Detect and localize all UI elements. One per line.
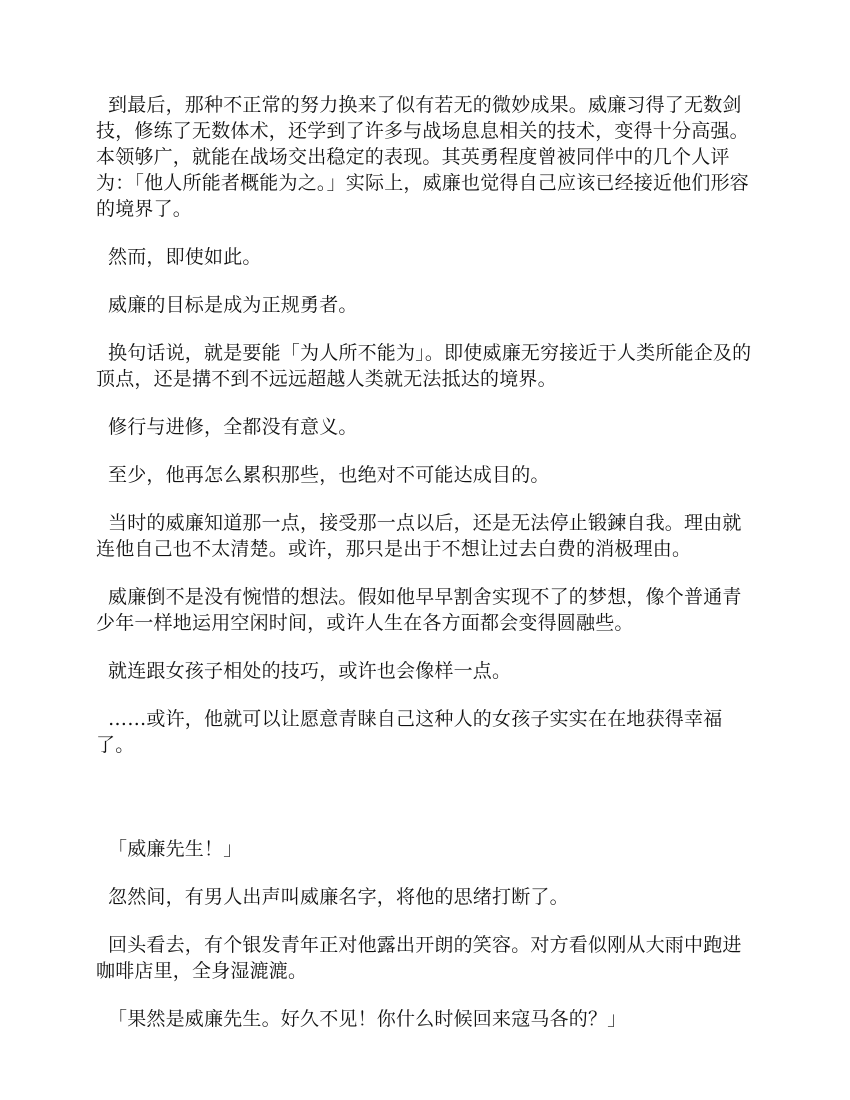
paragraph: 当时的威廉知道那一点，接受那一点以后，还是无法停止锻鍊自我。理由就连他自己也不太清楚。或许，那只是出于不想让过去白费的消极理由。 (96, 512, 742, 560)
paragraph: 回头看去，有个银发青年正对他露出开朗的笑容。对方看似刚从大雨中跑进咖啡店里，全身湿漉漉。 (96, 934, 742, 982)
dialogue-paragraph: 「威廉先生！」 (108, 838, 243, 860)
paragraph: 威廉倒不是没有惋惜的想法。假如他早早割舍实现不了的梦想，像个普通青少年一样地运用空闲时间，或许人生在各方面都会变得圆融些。 (96, 586, 742, 634)
paragraph: 修行与进修，全都没有意义。 (108, 416, 358, 438)
paragraph: 就连跟女孩子相处的技巧，或许也会像样一点。 (108, 660, 512, 682)
paragraph: 到最后，那种不正常的努力换来了似有若无的微妙成果。威廉习得了无数剑技，修练了无数体术，还学到了许多与战场息息相关的技术，变得十分高强。本领够广，就能在战场交出稳定的表现。其英勇程度曾被同伴中的几个人评为：「他人所能者概能为之。」实际上，威廉也觉得自己应该已经接近他们形容的境界了。 (96, 94, 750, 220)
dialogue-paragraph: 「果然是威廉先生。好久不见！你什么时候回来寇马各的？」 (108, 1008, 627, 1030)
paragraph: 然而，即使如此。 (108, 246, 262, 268)
paragraph: ……或许，他就可以让愿意青睐自己这种人的女孩子实实在在地获得幸福了。 (96, 708, 723, 756)
paragraph: 换句话说，就是要能「为人所不能为」。即使威廉无穷接近于人类所能企及的顶点，还是搆不到不远远超越人类就无法抵达的境界。 (96, 342, 752, 390)
paragraph: 威廉的目标是成为正规勇者。 (108, 294, 358, 316)
scene-break (96, 780, 756, 836)
document-body (96, 92, 756, 1054)
paragraph: 忽然间，有男人出声叫威廉名字，将他的思绪打断了。 (108, 886, 569, 908)
paragraph: 至少，他再怎么累积那些，也绝对不可能达成目的。 (108, 464, 550, 486)
